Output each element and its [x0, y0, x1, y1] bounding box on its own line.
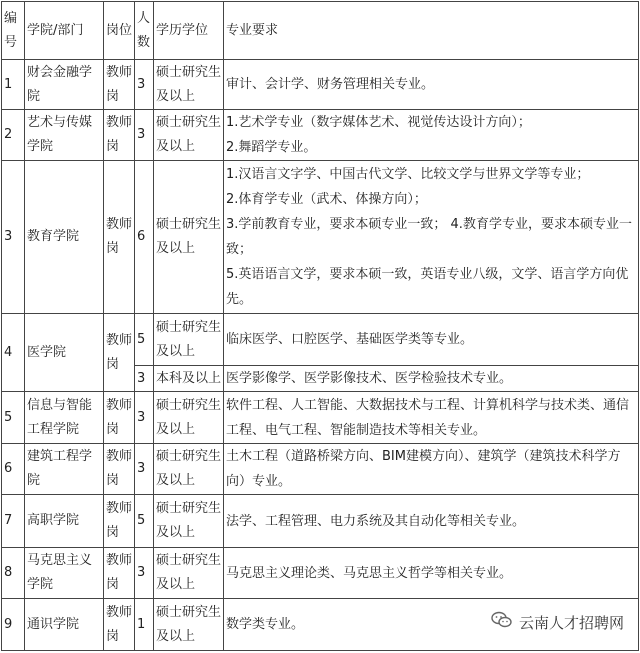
cell-degree: 硕士研究生及以上: [154, 161, 224, 314]
cell-count: 3: [135, 392, 154, 444]
cell-no: 1: [2, 60, 25, 110]
cell-post: 教师岗: [104, 548, 135, 599]
cell-degree: 硕士研究生及以上: [154, 599, 224, 651]
cell-major: 审计、会计学、财务管理相关专业。: [224, 60, 639, 110]
cell-dept: 马克思主义学院: [25, 548, 104, 599]
cell-degree: 硕士研究生及以上: [154, 110, 224, 161]
header-post: 岗位: [104, 2, 135, 60]
cell-post: 教师岗: [104, 161, 135, 314]
cell-degree: 硕士研究生及以上: [154, 444, 224, 495]
table-row: [2, 495, 639, 548]
cell-count: 1: [135, 599, 154, 651]
cell-degree: 硕士研究生及以上: [154, 392, 224, 444]
cell-dept: 建筑工程学院: [25, 444, 104, 495]
cell-dept: 艺术与传媒学院: [25, 110, 104, 161]
cell-no: 2: [2, 110, 25, 161]
cell-post: 教师岗: [104, 444, 135, 495]
cell-no: 5: [2, 392, 25, 444]
cell-post: 教师岗: [104, 110, 135, 161]
table-row: [2, 444, 639, 495]
cell-dept: 通识学院: [25, 599, 104, 651]
cell-degree: 硕士研究生及以上: [154, 60, 224, 110]
cell-post: 教师岗: [104, 60, 135, 110]
table-row: [2, 60, 639, 110]
cell-major: 马克思主义理论类、马克思主义哲学等相关专业。: [224, 548, 639, 599]
header-major: 专业要求: [224, 2, 639, 60]
cell-post: 教师岗: [104, 314, 135, 392]
recruitment-table: [1, 1, 639, 651]
header-dept: 学院/部门: [25, 2, 104, 60]
cell-count: 5: [135, 495, 154, 548]
cell-count: 3: [135, 548, 154, 599]
cell-post: 教师岗: [104, 599, 135, 651]
cell-major: 数学类专业。: [224, 599, 639, 651]
header-no: 编号: [2, 2, 25, 60]
header-degree: 学历学位: [154, 2, 224, 60]
table-row: [2, 314, 639, 366]
cell-post: 教师岗: [104, 495, 135, 548]
table-row: [2, 110, 639, 161]
cell-degree: 硕士研究生及以上: [154, 495, 224, 548]
cell-count: 3: [135, 110, 154, 161]
cell-major: 医学影像学、医学影像技术、医学检验技术专业。: [224, 366, 639, 392]
cell-count: 3: [135, 366, 154, 392]
watermark: [487, 609, 628, 635]
cell-degree: 硕士研究生及以上: [154, 314, 224, 366]
cell-count: 5: [135, 314, 154, 366]
cell-dept: 信息与智能工程学院: [25, 392, 104, 444]
cell-degree: 本科及以上: [154, 366, 224, 392]
cell-count: 3: [135, 444, 154, 495]
header-count: 人数: [135, 2, 154, 60]
table-row: [2, 548, 639, 599]
cell-dept: 财会金融学院: [25, 60, 104, 110]
cell-no: 6: [2, 444, 25, 495]
cell-no: 4: [2, 314, 25, 392]
cell-degree: 硕士研究生及以上: [154, 548, 224, 599]
table-row: [2, 392, 639, 444]
cell-count: 6: [135, 161, 154, 314]
cell-count: 3: [135, 60, 154, 110]
cell-no: 7: [2, 495, 25, 548]
cell-dept: 教育学院: [25, 161, 104, 314]
cell-major: 软件工程、人工智能、大数据技术与工程、计算机科学与技术类、通信工程、电气工程、智能制造技术等相关专业。: [224, 392, 639, 444]
cell-post: 教师岗: [104, 392, 135, 444]
cell-major: 1.艺术学专业（数字媒体艺术、视觉传达设计方向）； 2.舞蹈学专业。: [224, 110, 639, 161]
cell-dept: 医学院: [25, 314, 104, 392]
wechat-icon: [491, 611, 519, 633]
cell-major: 土木工程（道路桥梁方向、BIM建模方向）、建筑学（建筑技术科学方向）专业。: [224, 444, 639, 495]
cell-no: 8: [2, 548, 25, 599]
table-header-row: [2, 2, 639, 60]
cell-major: 法学、工程管理、电力系统及其自动化等相关专业。: [224, 495, 639, 548]
cell-no: 9: [2, 599, 25, 651]
cell-dept: 高职学院: [25, 495, 104, 548]
cell-major: 临床医学、口腔医学、基础医学类等专业。: [224, 314, 639, 366]
table-row: [2, 161, 639, 314]
watermark-text: 云南人才招聘网: [518, 613, 624, 632]
cell-no: 3: [2, 161, 25, 314]
cell-major: 1.汉语言文字学、中国古代文学、比较文学与世界文学等专业； 2.体育学专业（武术、体操方向）； 3.学前教育专业，要求本硕专业一致； 4.教育学专业，要求本硕专业一致； 5.英语语言文学，要求本硕一致，英语专业八级，文学、语言学方向优先。: [224, 161, 639, 314]
